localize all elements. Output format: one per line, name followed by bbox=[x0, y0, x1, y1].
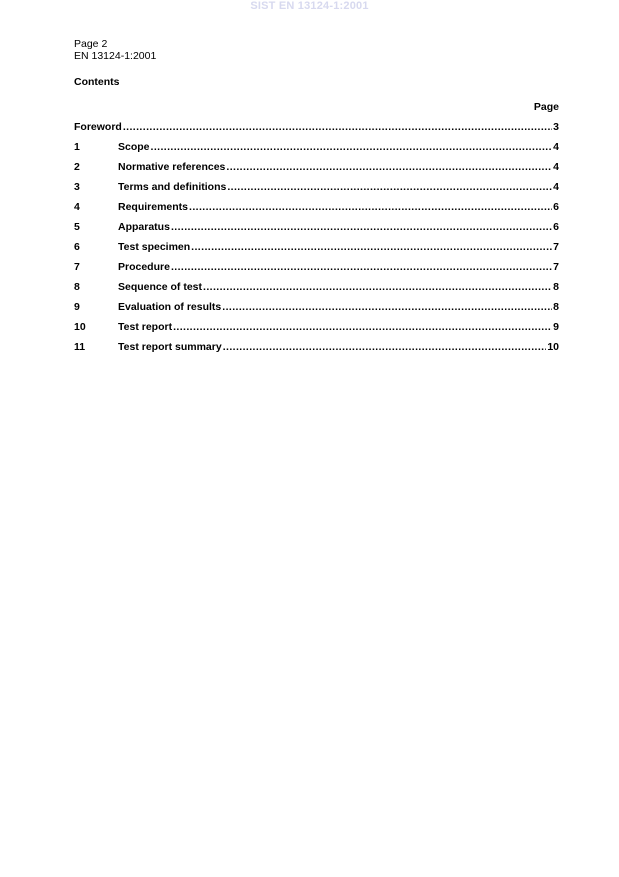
toc-entry-title: Test report summary bbox=[118, 341, 222, 353]
toc-dot-leader bbox=[227, 181, 552, 193]
toc-entry-title: Terms and definitions bbox=[118, 181, 227, 193]
toc-entry-number: 7 bbox=[74, 261, 80, 273]
table-of-contents bbox=[74, 121, 559, 361]
toc-dot-leader bbox=[151, 141, 553, 153]
toc-dot-leader bbox=[191, 241, 552, 253]
toc-entry-title: Procedure bbox=[118, 261, 170, 273]
toc-entry-page: 4 bbox=[553, 181, 559, 193]
toc-entry[interactable] bbox=[74, 281, 559, 301]
toc-entry[interactable] bbox=[74, 341, 559, 361]
toc-entry-number: 1 bbox=[74, 141, 80, 153]
toc-dot-leader bbox=[203, 281, 552, 293]
toc-entry-title: Test specimen bbox=[118, 241, 191, 253]
toc-entry-page: 10 bbox=[547, 341, 559, 353]
toc-entry[interactable] bbox=[74, 301, 559, 321]
toc-entry-page: 8 bbox=[553, 281, 559, 293]
toc-entry-title: Scope bbox=[118, 141, 150, 153]
toc-entry-number: 9 bbox=[74, 301, 80, 313]
toc-entry-page: 8 bbox=[553, 301, 559, 313]
toc-entry-number: 5 bbox=[74, 221, 80, 233]
contents-heading: Contents bbox=[74, 76, 120, 88]
page-number-label: Page 2 bbox=[74, 38, 108, 50]
toc-entry-title: Evaluation of results bbox=[118, 301, 222, 313]
toc-entry-page: 4 bbox=[553, 141, 559, 153]
toc-entry-page: 7 bbox=[553, 241, 559, 253]
toc-dot-leader bbox=[189, 201, 552, 213]
toc-entry-page: 4 bbox=[553, 161, 559, 173]
toc-dot-leader bbox=[173, 321, 552, 333]
toc-dot-leader bbox=[171, 221, 552, 233]
document-id: EN 13124-1:2001 bbox=[74, 50, 157, 62]
toc-entry-number: 11 bbox=[74, 341, 86, 353]
toc-entry[interactable] bbox=[74, 221, 559, 241]
toc-dot-leader bbox=[123, 121, 552, 133]
toc-entry[interactable] bbox=[74, 181, 559, 201]
toc-entry-number: 2 bbox=[74, 161, 80, 173]
toc-entry-number: 3 bbox=[74, 181, 80, 193]
toc-entry[interactable] bbox=[74, 261, 559, 281]
page-column-heading: Page bbox=[533, 101, 559, 113]
toc-entry-page: 6 bbox=[553, 201, 559, 213]
page-header bbox=[74, 38, 156, 62]
toc-dot-leader bbox=[223, 341, 547, 353]
toc-entry-page: 3 bbox=[553, 121, 559, 133]
toc-entry[interactable] bbox=[74, 161, 559, 181]
toc-entry-page: 7 bbox=[553, 261, 559, 273]
toc-entry-title: Apparatus bbox=[118, 221, 170, 233]
toc-entry[interactable] bbox=[74, 121, 559, 141]
toc-dot-leader bbox=[171, 261, 552, 273]
toc-entry-title: Requirements bbox=[118, 201, 189, 213]
toc-entry-page: 6 bbox=[553, 221, 559, 233]
toc-entry-title: Normative references bbox=[118, 161, 226, 173]
toc-entry-page: 9 bbox=[553, 321, 559, 333]
toc-entry-number: 10 bbox=[74, 321, 86, 333]
toc-entry-number: 4 bbox=[74, 201, 80, 213]
toc-entry-title: Test report bbox=[118, 321, 173, 333]
toc-dot-leader bbox=[222, 301, 552, 313]
toc-entry-title: Sequence of test bbox=[118, 281, 203, 293]
toc-entry[interactable] bbox=[74, 321, 559, 341]
toc-entry-number: 6 bbox=[74, 241, 80, 253]
toc-entry[interactable] bbox=[74, 201, 559, 221]
watermark: SIST EN 13124-1:2001 bbox=[250, 0, 369, 12]
toc-entry[interactable] bbox=[74, 141, 559, 161]
toc-entry-title: Foreword bbox=[74, 121, 122, 133]
toc-entry-number: 8 bbox=[74, 281, 80, 293]
toc-dot-leader bbox=[226, 161, 552, 173]
toc-entry[interactable] bbox=[74, 241, 559, 261]
